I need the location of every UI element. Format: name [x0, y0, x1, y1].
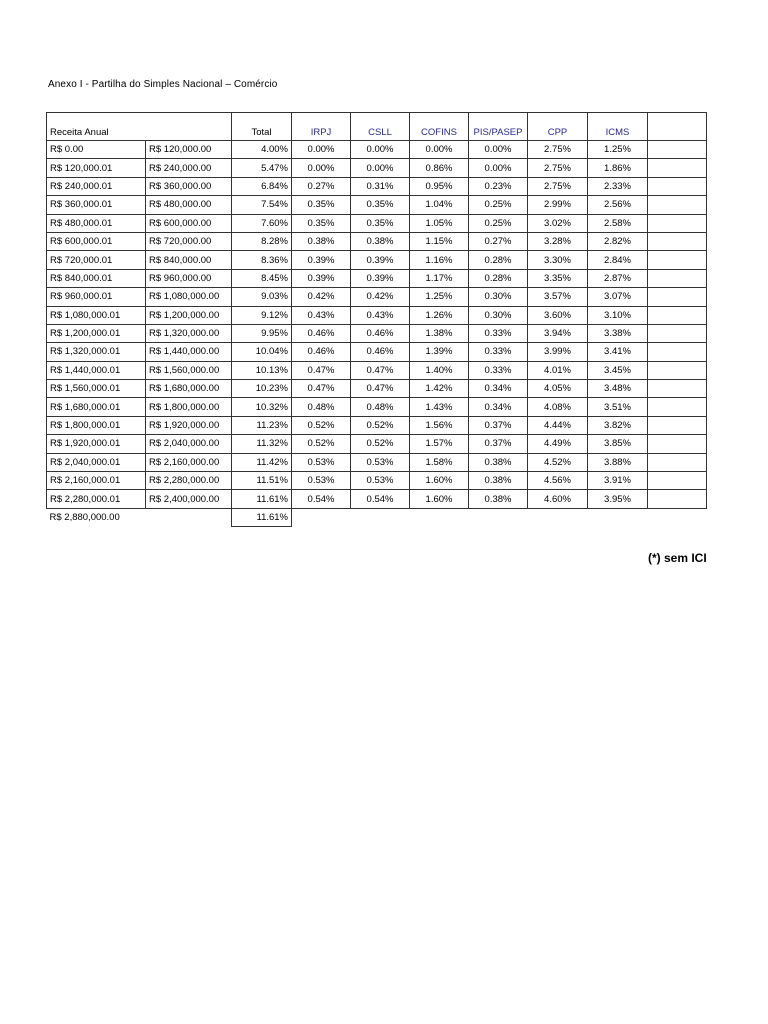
cell-empty [648, 306, 707, 324]
cell-empty [648, 196, 707, 214]
cell-total: 5.47% [232, 159, 292, 177]
cell-irpj: 0.46% [292, 324, 351, 342]
cell-icms: 3.91% [588, 472, 648, 490]
cell-cpp: 2.99% [528, 196, 588, 214]
cell-cofins: 1.38% [410, 324, 469, 342]
cell-total: 11.23% [232, 416, 292, 434]
cell-to: R$ 2,400,000.00 [146, 490, 232, 508]
footnote: (*) sem ICI [648, 551, 707, 565]
cell-cofins: 1.39% [410, 343, 469, 361]
cell-pis-pasep: 0.23% [469, 177, 528, 195]
cell-from: R$ 1,200,000.01 [47, 324, 146, 342]
cell-pis-pasep: 0.28% [469, 251, 528, 269]
cell-irpj: 0.52% [292, 435, 351, 453]
cell-empty [648, 177, 707, 195]
cell-irpj: 0.53% [292, 453, 351, 471]
cell-empty [648, 141, 707, 159]
cell-icms: 3.51% [588, 398, 648, 416]
cell-pis-pasep: 0.33% [469, 343, 528, 361]
cell-cpp: 3.60% [528, 306, 588, 324]
cell-cpp: 4.52% [528, 453, 588, 471]
cell-to: R$ 480,000.00 [146, 196, 232, 214]
cell-icms: 3.38% [588, 324, 648, 342]
cell-csll: 0.42% [351, 288, 410, 306]
cell-pis-pasep: 0.38% [469, 453, 528, 471]
cell-irpj: 0.43% [292, 306, 351, 324]
cell-empty [648, 453, 707, 471]
cell-pis-pasep: 0.33% [469, 361, 528, 379]
cell-cofins: 1.15% [410, 232, 469, 250]
cell-cpp: 3.35% [528, 269, 588, 287]
cell-total: 8.28% [232, 232, 292, 250]
cell-to: R$ 960,000.00 [146, 269, 232, 287]
cell-empty [648, 435, 707, 453]
cell-cpp: 3.57% [528, 288, 588, 306]
cell-total: 9.12% [232, 306, 292, 324]
cell-empty [648, 288, 707, 306]
cell-pis-pasep: 0.30% [469, 306, 528, 324]
cell-cofins: 1.60% [410, 472, 469, 490]
cell-icms: 3.95% [588, 490, 648, 508]
cell-csll: 0.53% [351, 472, 410, 490]
cell-total: 4.00% [232, 141, 292, 159]
header-irpj: IRPJ [292, 113, 351, 141]
cell-cofins: 1.25% [410, 288, 469, 306]
cell-irpj: 0.54% [292, 490, 351, 508]
cell-pis-pasep: 0.38% [469, 472, 528, 490]
cell-icms: 2.82% [588, 232, 648, 250]
cell-cpp: 2.75% [528, 177, 588, 195]
cell-total: 6.84% [232, 177, 292, 195]
cell-irpj: 0.53% [292, 472, 351, 490]
table-row [47, 416, 707, 434]
table-row [47, 214, 707, 232]
cell-pis-pasep: 0.25% [469, 214, 528, 232]
cell-cpp: 4.56% [528, 472, 588, 490]
cell-from: R$ 120,000.01 [47, 159, 146, 177]
cell-to: R$ 2,040,000.00 [146, 435, 232, 453]
table-row [47, 490, 707, 508]
cell-csll: 0.46% [351, 324, 410, 342]
cell-cpp: 3.02% [528, 214, 588, 232]
table-row [47, 269, 707, 287]
cell-pis-pasep: 0.34% [469, 398, 528, 416]
table-row [47, 453, 707, 471]
table-row [47, 380, 707, 398]
cell-empty [648, 251, 707, 269]
cell-pis-pasep: 0.00% [469, 159, 528, 177]
cell-icms: 2.87% [588, 269, 648, 287]
cell-csll: 0.52% [351, 416, 410, 434]
cell-total: 7.54% [232, 196, 292, 214]
cell-cofins: 0.00% [410, 141, 469, 159]
table-row [47, 306, 707, 324]
table-row [47, 288, 707, 306]
cell-total: 10.13% [232, 361, 292, 379]
cell-from: R$ 2,160,000.01 [47, 472, 146, 490]
cell-to: R$ 240,000.00 [146, 159, 232, 177]
cell-csll: 0.39% [351, 251, 410, 269]
table-row [47, 251, 707, 269]
cell-irpj: 0.38% [292, 232, 351, 250]
header-cofins: COFINS [410, 113, 469, 141]
cell-csll: 0.46% [351, 343, 410, 361]
page-title: Anexo I - Partilha do Simples Nacional – Comércio [48, 79, 278, 90]
cell-cpp: 3.30% [528, 251, 588, 269]
table-row [47, 343, 707, 361]
cell-total: 11.42% [232, 453, 292, 471]
cell-cofins: 1.43% [410, 398, 469, 416]
cell-empty [648, 343, 707, 361]
cell-from: R$ 480,000.01 [47, 214, 146, 232]
cell-cofins: 1.42% [410, 380, 469, 398]
cell-empty [648, 159, 707, 177]
cell-to: R$ 2,160,000.00 [146, 453, 232, 471]
cell-irpj: 0.52% [292, 416, 351, 434]
cell-icms: 2.84% [588, 251, 648, 269]
cell-empty [648, 232, 707, 250]
cell-csll: 0.43% [351, 306, 410, 324]
cell-irpj: 0.27% [292, 177, 351, 195]
cell-csll: 0.47% [351, 380, 410, 398]
header-total: Total [232, 113, 292, 141]
cell-csll: 0.00% [351, 159, 410, 177]
final-row-total: 11.61% [232, 508, 292, 526]
cell-irpj: 0.35% [292, 214, 351, 232]
cell-from: R$ 1,800,000.01 [47, 416, 146, 434]
cell-cofins: 1.04% [410, 196, 469, 214]
cell-icms: 1.86% [588, 159, 648, 177]
cell-csll: 0.31% [351, 177, 410, 195]
cell-cofins: 1.05% [410, 214, 469, 232]
cell-from: R$ 2,280,000.01 [47, 490, 146, 508]
cell-csll: 0.48% [351, 398, 410, 416]
cell-irpj: 0.39% [292, 251, 351, 269]
table-row [47, 361, 707, 379]
cell-from: R$ 600,000.01 [47, 232, 146, 250]
cell-from: R$ 1,440,000.01 [47, 361, 146, 379]
cell-icms: 3.07% [588, 288, 648, 306]
cell-cpp: 2.75% [528, 159, 588, 177]
final-row [47, 508, 707, 526]
cell-to: R$ 1,080,000.00 [146, 288, 232, 306]
cell-icms: 3.48% [588, 380, 648, 398]
cell-irpj: 0.39% [292, 269, 351, 287]
cell-total: 11.51% [232, 472, 292, 490]
cell-to: R$ 1,200,000.00 [146, 306, 232, 324]
cell-total: 11.32% [232, 435, 292, 453]
cell-cofins: 1.26% [410, 306, 469, 324]
cell-to: R$ 840,000.00 [146, 251, 232, 269]
cell-total: 10.32% [232, 398, 292, 416]
table-row [47, 232, 707, 250]
cell-total: 8.36% [232, 251, 292, 269]
cell-to: R$ 1,560,000.00 [146, 361, 232, 379]
cell-csll: 0.52% [351, 435, 410, 453]
cell-from: R$ 720,000.01 [47, 251, 146, 269]
cell-pis-pasep: 0.37% [469, 416, 528, 434]
cell-total: 7.60% [232, 214, 292, 232]
table-row [47, 435, 707, 453]
cell-from: R$ 360,000.01 [47, 196, 146, 214]
cell-total: 9.95% [232, 324, 292, 342]
cell-to: R$ 360,000.00 [146, 177, 232, 195]
cell-cpp: 4.60% [528, 490, 588, 508]
cell-from: R$ 1,680,000.01 [47, 398, 146, 416]
cell-icms: 1.25% [588, 141, 648, 159]
cell-total: 9.03% [232, 288, 292, 306]
cell-icms: 3.85% [588, 435, 648, 453]
cell-csll: 0.53% [351, 453, 410, 471]
cell-icms: 3.82% [588, 416, 648, 434]
cell-icms: 3.45% [588, 361, 648, 379]
cell-irpj: 0.48% [292, 398, 351, 416]
cell-csll: 0.35% [351, 214, 410, 232]
cell-from: R$ 1,080,000.01 [47, 306, 146, 324]
cell-csll: 0.39% [351, 269, 410, 287]
cell-to: R$ 1,320,000.00 [146, 324, 232, 342]
cell-cofins: 1.58% [410, 453, 469, 471]
cell-from: R$ 240,000.01 [47, 177, 146, 195]
cell-total: 10.04% [232, 343, 292, 361]
cell-cpp: 4.44% [528, 416, 588, 434]
cell-irpj: 0.00% [292, 159, 351, 177]
cell-cpp: 4.08% [528, 398, 588, 416]
cell-icms: 3.10% [588, 306, 648, 324]
cell-csll: 0.38% [351, 232, 410, 250]
cell-pis-pasep: 0.28% [469, 269, 528, 287]
cell-irpj: 0.00% [292, 141, 351, 159]
cell-empty [648, 490, 707, 508]
cell-cofins: 1.16% [410, 251, 469, 269]
cell-from: R$ 1,560,000.01 [47, 380, 146, 398]
cell-from: R$ 840,000.01 [47, 269, 146, 287]
cell-pis-pasep: 0.27% [469, 232, 528, 250]
table-row [47, 159, 707, 177]
cell-irpj: 0.47% [292, 380, 351, 398]
cell-pis-pasep: 0.33% [469, 324, 528, 342]
cell-total: 11.61% [232, 490, 292, 508]
cell-total: 10.23% [232, 380, 292, 398]
cell-cpp: 2.75% [528, 141, 588, 159]
cell-empty [648, 380, 707, 398]
cell-pis-pasep: 0.00% [469, 141, 528, 159]
cell-cpp: 4.05% [528, 380, 588, 398]
partilha-table [46, 112, 707, 527]
cell-total: 8.45% [232, 269, 292, 287]
cell-icms: 2.56% [588, 196, 648, 214]
cell-cofins: 1.57% [410, 435, 469, 453]
table-row [47, 324, 707, 342]
cell-from: R$ 1,920,000.01 [47, 435, 146, 453]
cell-to: R$ 120,000.00 [146, 141, 232, 159]
cell-cofins: 0.86% [410, 159, 469, 177]
cell-cofins: 1.17% [410, 269, 469, 287]
cell-csll: 0.47% [351, 361, 410, 379]
cell-pis-pasep: 0.34% [469, 380, 528, 398]
cell-csll: 0.35% [351, 196, 410, 214]
cell-cpp: 3.99% [528, 343, 588, 361]
table-body [47, 141, 707, 509]
cell-to: R$ 1,680,000.00 [146, 380, 232, 398]
cell-cpp: 4.01% [528, 361, 588, 379]
cell-empty [648, 416, 707, 434]
cell-irpj: 0.42% [292, 288, 351, 306]
cell-pis-pasep: 0.30% [469, 288, 528, 306]
cell-empty [648, 214, 707, 232]
cell-from: R$ 2,040,000.01 [47, 453, 146, 471]
cell-from: R$ 0.00 [47, 141, 146, 159]
table-row [47, 141, 707, 159]
cell-to: R$ 1,800,000.00 [146, 398, 232, 416]
cell-cofins: 1.40% [410, 361, 469, 379]
cell-icms: 3.41% [588, 343, 648, 361]
final-row-label: R$ 2,880,000.00 [49, 512, 120, 524]
cell-cpp: 4.49% [528, 435, 588, 453]
cell-csll: 0.00% [351, 141, 410, 159]
header-pis-pasep: PIS/PASEP [469, 113, 528, 141]
cell-icms: 2.33% [588, 177, 648, 195]
cell-cofins: 0.95% [410, 177, 469, 195]
cell-to: R$ 1,440,000.00 [146, 343, 232, 361]
cell-to: R$ 1,920,000.00 [146, 416, 232, 434]
cell-cpp: 3.94% [528, 324, 588, 342]
table-row [47, 398, 707, 416]
cell-from: R$ 1,320,000.01 [47, 343, 146, 361]
table-row [47, 472, 707, 490]
header-receita-anual: Receita Anual [47, 113, 232, 141]
cell-icms: 3.88% [588, 453, 648, 471]
cell-to: R$ 2,280,000.00 [146, 472, 232, 490]
cell-pis-pasep: 0.25% [469, 196, 528, 214]
header-icms: ICMS [588, 113, 648, 141]
table-row [47, 196, 707, 214]
table-row [47, 177, 707, 195]
cell-empty [648, 324, 707, 342]
cell-empty [648, 398, 707, 416]
cell-empty [648, 472, 707, 490]
cell-icms: 2.58% [588, 214, 648, 232]
cell-irpj: 0.46% [292, 343, 351, 361]
cell-empty [648, 361, 707, 379]
cell-pis-pasep: 0.37% [469, 435, 528, 453]
cell-cpp: 3.28% [528, 232, 588, 250]
cell-cofins: 1.56% [410, 416, 469, 434]
cell-csll: 0.54% [351, 490, 410, 508]
cell-cofins: 1.60% [410, 490, 469, 508]
cell-empty [648, 269, 707, 287]
cell-from: R$ 960,000.01 [47, 288, 146, 306]
cell-irpj: 0.35% [292, 196, 351, 214]
cell-irpj: 0.47% [292, 361, 351, 379]
cell-to: R$ 720,000.00 [146, 232, 232, 250]
header-cpp: CPP [528, 113, 588, 141]
header-empty [648, 113, 707, 141]
header-csll: CSLL [351, 113, 410, 141]
cell-pis-pasep: 0.38% [469, 490, 528, 508]
cell-to: R$ 600,000.00 [146, 214, 232, 232]
header-row [47, 113, 707, 141]
